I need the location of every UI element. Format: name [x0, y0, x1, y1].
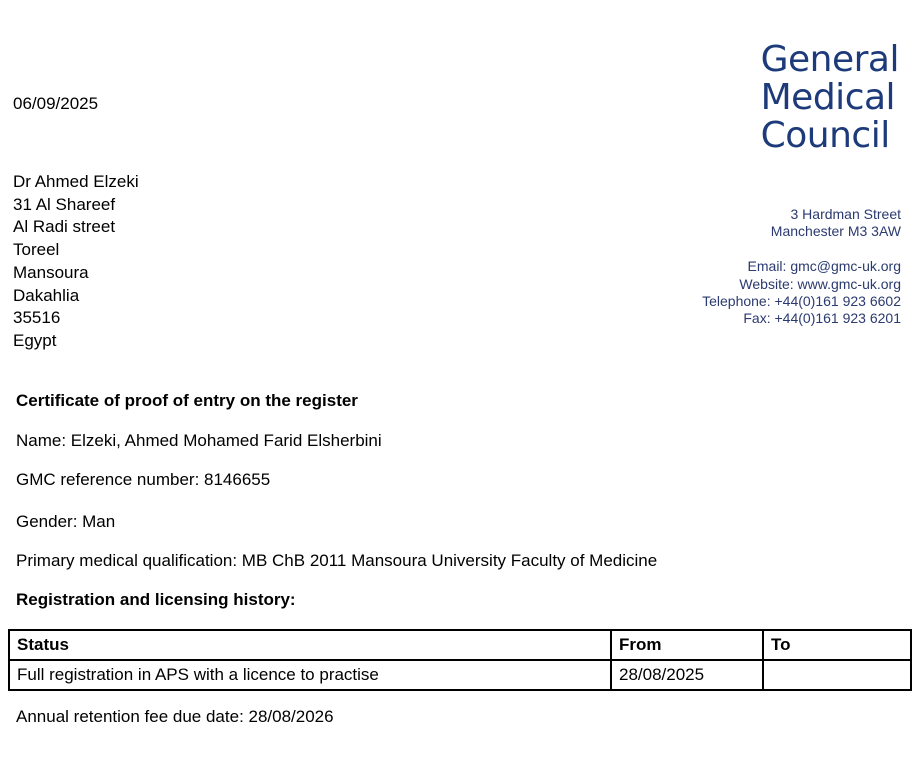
table-row — [9, 660, 911, 690]
address-line: Toreel — [13, 240, 60, 260]
sender-fax: Fax: +44(0)161 923 6201 — [743, 310, 901, 327]
address-line: 35516 — [13, 308, 61, 328]
registrant-gender: Gender: Man — [16, 512, 116, 531]
logo-line-general: General — [760, 39, 899, 80]
table-header-row — [9, 630, 911, 660]
logo-line-council: Council — [760, 115, 890, 156]
contact-spacer — [702, 240, 901, 258]
sender-street: 3 Hardman Street — [790, 206, 901, 222]
header-to: To — [763, 630, 911, 660]
registrant-name: Name: Elzeki, Ahmed Mohamed Farid Elsherbini — [16, 431, 382, 450]
sender-telephone: Telephone: +44(0)161 923 6602 — [702, 292, 901, 309]
registration-history-table — [8, 629, 912, 691]
recipient-name: Dr Ahmed Elzeki — [13, 172, 139, 191]
primary-qualification: Primary medical qualification: MB ChB 2011 Mansoura University Faculty of Medicine — [16, 551, 658, 570]
cell-to — [763, 660, 911, 690]
address-line: Egypt — [13, 330, 57, 350]
gmc-logo — [761, 41, 899, 155]
address-line: Mansoura — [13, 262, 89, 282]
sender-contact — [702, 206, 901, 327]
header-status: Status — [9, 630, 611, 660]
logo-line-medical: Medical — [760, 77, 896, 118]
sender-email: Email: gmc@gmc-uk.org — [747, 258, 901, 275]
cell-status: Full registration in APS with a licence to practise — [9, 660, 611, 690]
certificate-title: Certificate of proof of entry on the register — [16, 391, 358, 410]
letter-date: 06/09/2025 — [13, 94, 99, 113]
recipient-address — [13, 171, 139, 353]
address-line: 31 Al Shareef — [13, 194, 116, 214]
address-line: Dakahlia — [13, 285, 80, 305]
header-from: From — [611, 630, 763, 660]
gmc-reference-number: GMC reference number: 8146655 — [16, 470, 271, 489]
retention-fee-due-date: Annual retention fee due date: 28/08/2026 — [16, 707, 334, 726]
sender-website: Website: www.gmc-uk.org — [739, 275, 901, 292]
history-title: Registration and licensing history: — [16, 590, 296, 609]
address-line: Al Radi street — [13, 217, 116, 237]
cell-from: 28/08/2025 — [611, 660, 763, 690]
sender-city: Manchester M3 3AW — [770, 223, 901, 240]
